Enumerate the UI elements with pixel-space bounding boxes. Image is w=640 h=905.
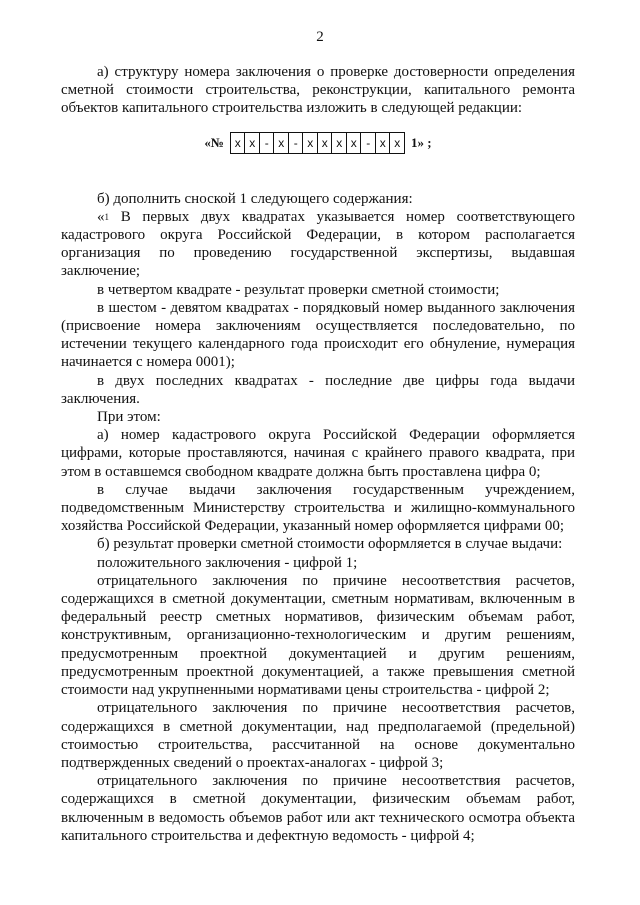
footnote-mark: 1	[104, 211, 109, 222]
document-body	[61, 63, 575, 845]
number-cell: x	[332, 133, 347, 153]
number-cell: -	[289, 133, 304, 153]
number-cells	[230, 132, 405, 154]
paragraph: в двух последних квадратах - последние две цифры года выдачи заключения.	[61, 372, 575, 407]
paragraph: а) номер кадастрового округа Российской Федерации оформляется цифрами, которые проставляются, начиная с крайнего правого квадрата, при этом в оставшемся свободном квадрате должна быть проставлена цифра 0;	[61, 427, 575, 480]
paragraph-text: В первых двух квадратах указывается номер соответствующего кадастрового округа Российской Федерации, в котором располагается организация по проведению государственной экспертизы, выдавшая заключение;	[61, 208, 575, 280]
paragraph: в случае выдачи заключения государственным учреждением, подведомственным Министерству строительства и жилищно-коммунального хозяйства Российской Федерации, указанный номер оформляется цифрами 00;	[61, 481, 575, 535]
paragraph: положительного заключения - цифрой 1;	[97, 554, 358, 571]
paragraph: отрицательного заключения по причине несоответствия расчетов, содержащихся в сметной документации, физическим объемам работ, включенным в ведомость объемов работ или акт технического осмотра объекта капитального строительства и дефектную ведомость - цифрой 4;	[61, 773, 575, 844]
paragraph: б) результат проверки сметной стоимости оформляется в случае выдачи:	[97, 536, 563, 553]
number-cell: -	[260, 133, 275, 153]
paragraph: При этом:	[97, 409, 161, 426]
paragraph	[61, 208, 575, 281]
footnote-open-quote: «	[97, 208, 105, 225]
intro-paragraph: а) структуру номера заключения о проверке достоверности определения сметной стоимости строительства, реконструкции, капитального ремонта объектов капитального строительства изложить в следующей редакции:	[61, 64, 575, 117]
conclusion-number-template	[61, 132, 575, 154]
number-cell: x	[274, 133, 289, 153]
number-cell: x	[394, 135, 401, 150]
number-cell: x	[347, 133, 362, 153]
paragraph: в шестом - девятом квадратах - порядковый номер выданного заключения (присвоение номера заключениям осуществляется последовательно, по истечении текущего календарного года происходит его обнуление, нумерация начинается с номера 0001);	[61, 299, 575, 371]
number-cell: x	[303, 133, 318, 153]
number-cell: -	[361, 133, 376, 153]
paragraph: отрицательного заключения по причине несоответствия расчетов, содержащихся в сметной документации, сметным нормативам, включенным в федеральный реестр сметных нормативов, физическим объемам работ, конструктивным, организационно-технологическим и другим решениям, предусмотренным проектной документацией и другим решениям, предусмотренным проектной документацией, а также превышения сметной стоимости над укрупненными нормативами цены строительства - цифрой 2;	[61, 572, 575, 699]
number-cell: x	[231, 133, 246, 153]
number-cell: x	[318, 133, 333, 153]
page-number: 2	[316, 29, 324, 45]
paragraph: отрицательного заключения по причине несоответствия расчетов, содержащихся в сметной документации, над предполагаемой (предельной) стоимостью строительства, рассчитанной на основе документально подтвержденных сведений о проектах-аналогах - цифрой 3;	[61, 700, 575, 771]
footnote-intro: б) дополнить сноской 1 следующего содержания:	[97, 190, 413, 207]
formula-suffix: 1» ;	[410, 134, 432, 150]
formula-prefix: «№	[204, 134, 224, 150]
paragraph: в четвертом квадрате - результат проверки сметной стоимости;	[97, 281, 500, 298]
number-cell: x	[245, 133, 260, 153]
number-cell: x	[376, 133, 391, 153]
